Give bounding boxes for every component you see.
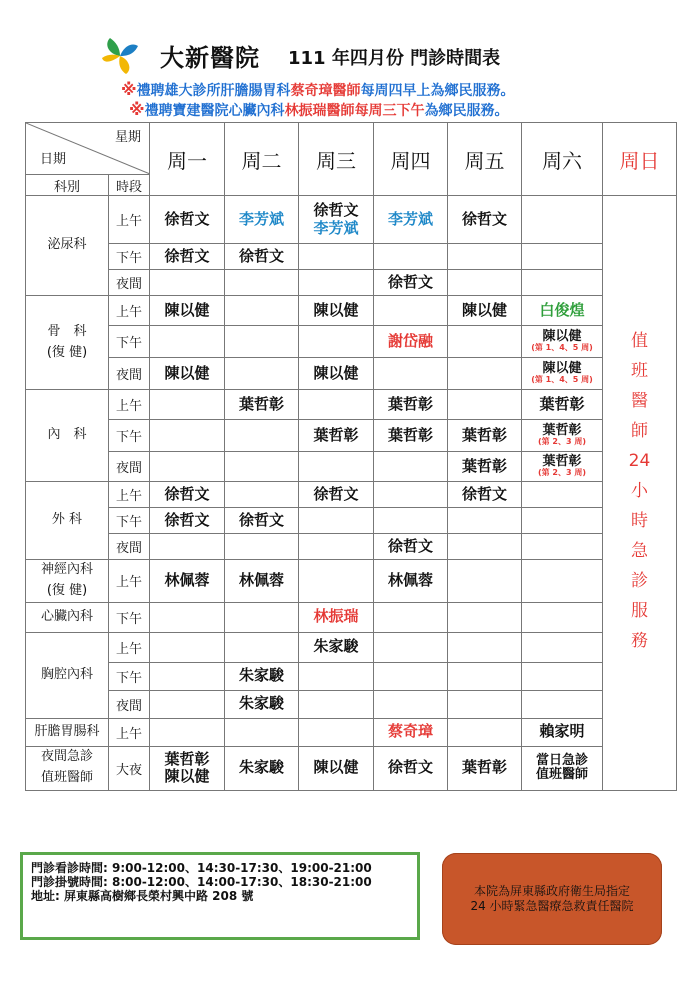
- notice-text: 為鄉民服務。: [424, 103, 509, 119]
- corner-cell: [26, 123, 150, 175]
- schedule-cell: [448, 534, 522, 560]
- doctor-name: 葉哲彰: [542, 453, 582, 469]
- schedule-cell: [299, 718, 374, 746]
- schedule-cell: [374, 662, 448, 690]
- department-cell: [26, 390, 109, 482]
- doctor-name: 蔡奇璋: [387, 722, 433, 741]
- schedule-cell: [225, 718, 299, 746]
- schedule-cell: [448, 690, 522, 718]
- doctor-name: 李芳斌: [313, 218, 359, 237]
- doctor-name: 葉哲彰: [461, 456, 507, 475]
- schedule-cell: [522, 420, 603, 452]
- day-header-sunday: 周日: [603, 123, 677, 196]
- schedule-row: [26, 508, 677, 534]
- time-slot: 下午: [109, 508, 150, 534]
- doctor-name: 葉哲彰: [238, 394, 284, 413]
- schedule-cell: [374, 270, 448, 296]
- schedule-cell: [522, 746, 603, 790]
- schedule-cell: [374, 602, 448, 632]
- schedule-cell: [150, 420, 225, 452]
- sunday-note-char: 值: [631, 331, 648, 351]
- schedule-row: [26, 534, 677, 560]
- doctor-name: 葉哲彰: [313, 425, 359, 444]
- time-slot: 下午: [109, 244, 150, 270]
- schedule-cell: [522, 326, 603, 358]
- time-slot: 夜間: [109, 534, 150, 560]
- schedule-row: [26, 452, 677, 482]
- schedule-row: [26, 632, 677, 662]
- schedule-cell: [448, 358, 522, 390]
- doctor-name: 陳以健: [542, 360, 582, 376]
- schedule-cell: [150, 326, 225, 358]
- schedule-cell: [299, 244, 374, 270]
- schedule-cell: [374, 452, 448, 482]
- sunday-note-char: 急: [631, 541, 648, 561]
- clinic-schedule-table: [25, 122, 677, 791]
- schedule-cell: [225, 746, 299, 790]
- schedule-cell: [448, 270, 522, 296]
- schedule-cell: [448, 602, 522, 632]
- schedule-cell: [299, 560, 374, 603]
- doctor-name: 陳以健: [164, 300, 210, 319]
- schedule-cell: [225, 662, 299, 690]
- schedule-cell: [299, 390, 374, 420]
- schedule-cell: [225, 296, 299, 326]
- schedule-cell: [150, 358, 225, 390]
- schedule-cell: [150, 390, 225, 420]
- emergency-responsibility-badge: [442, 853, 662, 945]
- doctor-name: 林佩蓉: [238, 571, 284, 590]
- schedule-cell: [522, 534, 603, 560]
- schedule-cell: [225, 358, 299, 390]
- schedule-cell: [448, 420, 522, 452]
- schedule-cell: [299, 690, 374, 718]
- schedule-cell: [374, 196, 448, 244]
- time-slot: 夜間: [109, 270, 150, 296]
- department-name: (復 健): [46, 582, 88, 598]
- doctor-name: 朱家駿: [238, 758, 284, 777]
- schedule-row: [26, 358, 677, 390]
- schedule-cell: [522, 508, 603, 534]
- schedule-cell: [299, 358, 374, 390]
- schedule-cell: [299, 452, 374, 482]
- sunday-duty-note: [603, 196, 677, 791]
- schedule-cell: [448, 296, 522, 326]
- schedule-cell: [448, 662, 522, 690]
- doctor-name: 朱家駿: [238, 666, 284, 685]
- schedule-row: [26, 746, 677, 790]
- day-header: 周六: [522, 123, 603, 196]
- doctor-name: 李芳斌: [238, 209, 284, 228]
- doctor-name: 白俊煌: [539, 300, 585, 319]
- schedule-cell: [150, 534, 225, 560]
- doctor-name: 葉哲彰: [461, 425, 507, 444]
- schedule-row: [26, 390, 677, 420]
- department-name: 神經內科: [40, 562, 93, 577]
- schedule-cell: [225, 602, 299, 632]
- schedule-cell: [150, 270, 225, 296]
- corner-weekday-label: 星期: [114, 130, 141, 145]
- department-cell: [26, 632, 109, 718]
- schedule-row: [26, 560, 677, 603]
- department-cell: [26, 482, 109, 560]
- schedule-row: [26, 482, 677, 508]
- schedule-cell: [374, 746, 448, 790]
- schedule-cell: [225, 632, 299, 662]
- doctor-name: 值班醫師: [535, 767, 588, 783]
- department-cell: [26, 746, 109, 790]
- schedule-cell: [225, 196, 299, 244]
- time-slot: 上午: [109, 560, 150, 603]
- registration-hours: 門診掛號時間: 8:00-12:00、14:00-17:30、18:30-21:00: [31, 875, 372, 889]
- schedule-cell: [522, 196, 603, 244]
- notice-1: [121, 80, 515, 100]
- time-slot: 上午: [109, 196, 150, 244]
- schedule-cell: [225, 270, 299, 296]
- schedule-cell: [522, 358, 603, 390]
- schedule-cell: [448, 452, 522, 482]
- hospital-logo-icon: [100, 36, 140, 76]
- schedule-cell: [150, 196, 225, 244]
- department-cell: [26, 296, 109, 390]
- department-name: 胸腔內科: [40, 666, 93, 682]
- doctor-name: 葉哲彰: [164, 749, 210, 768]
- doctor-name: 陳以健: [461, 300, 507, 319]
- notice-text: 每周三下午: [354, 103, 425, 119]
- schedule-cell: [225, 326, 299, 358]
- schedule-cell: [522, 482, 603, 508]
- schedule-cell: [150, 508, 225, 534]
- schedule-cell: [522, 452, 603, 482]
- schedule-cell: [374, 482, 448, 508]
- schedule-cell: [448, 560, 522, 603]
- schedule-cell: [225, 690, 299, 718]
- schedule-cell: [150, 602, 225, 632]
- schedule-cell: [299, 534, 374, 560]
- doctor-name: 徐哲文: [238, 510, 284, 529]
- schedule-cell: [374, 326, 448, 358]
- sunday-note-char: 診: [631, 571, 648, 591]
- sunday-note-char: 務: [631, 631, 648, 651]
- day-header: 周五: [448, 123, 522, 196]
- notice-text: 每周四早上為鄉民服務。: [360, 83, 515, 99]
- sunday-note-char: 師: [631, 421, 648, 441]
- doctor-name: 徐哲文: [461, 209, 507, 228]
- notice-text: 禮聘寶建醫院心臟內科: [144, 103, 285, 119]
- schedule-cell: [448, 390, 522, 420]
- schedule-cell: [374, 296, 448, 326]
- doctor-name: 徐哲文: [387, 272, 433, 291]
- department-cell: [26, 718, 109, 746]
- schedule-cell: [522, 690, 603, 718]
- schedule-row: [26, 662, 677, 690]
- schedule-row: [26, 718, 677, 746]
- schedule-cell: [374, 420, 448, 452]
- schedule-cell: [299, 196, 374, 244]
- day-header: 周一: [150, 123, 225, 196]
- doctor-name: 徐哲文: [164, 209, 210, 228]
- schedule-row: [26, 420, 677, 452]
- schedule-cell: [374, 390, 448, 420]
- doctor-name: 林佩蓉: [387, 571, 433, 590]
- week-note: (第 2、3 周): [537, 468, 586, 478]
- schedule-cell: [150, 244, 225, 270]
- schedule-row: [26, 326, 677, 358]
- doctor-name: 陳以健: [313, 363, 359, 382]
- time-slot: 下午: [109, 602, 150, 632]
- schedule-cell: [448, 718, 522, 746]
- doctor-name: 陳以健: [164, 363, 210, 382]
- department-cell: [26, 196, 109, 296]
- doctor-name: 朱家駿: [313, 637, 359, 656]
- doctor-name: 當日急診: [535, 752, 588, 768]
- time-slot: 大夜: [109, 746, 150, 790]
- schedule-row: [26, 690, 677, 718]
- sunday-note-char: 小: [631, 481, 648, 501]
- schedule-cell: [225, 508, 299, 534]
- schedule-cell: [374, 560, 448, 603]
- doctor-name: 葉哲彰: [542, 422, 582, 438]
- notice-2: [129, 100, 509, 120]
- schedule-cell: [448, 508, 522, 534]
- corner-date-label: 日期: [40, 152, 67, 167]
- schedule-cell: [225, 420, 299, 452]
- doctor-name: 葉哲彰: [387, 425, 433, 444]
- week-note: (第 2、3 周): [537, 437, 586, 447]
- schedule-cell: [374, 358, 448, 390]
- time-slot: 上午: [109, 296, 150, 326]
- doctor-name: 賴家明: [539, 722, 585, 741]
- schedule-cell: [150, 632, 225, 662]
- schedule-cell: [299, 296, 374, 326]
- week-note: (第 1、4、5 周): [531, 375, 593, 385]
- schedule-cell: [225, 560, 299, 603]
- hospital-name: 大新醫院: [160, 44, 260, 72]
- doctor-name: 徐哲文: [313, 484, 359, 503]
- schedule-cell: [150, 452, 225, 482]
- schedule-cell: [299, 482, 374, 508]
- schedule-cell: [150, 296, 225, 326]
- responsibility-line: 本院為屏東縣政府衛生局指定: [473, 884, 630, 898]
- doctor-name: 徐哲文: [164, 510, 210, 529]
- doctor-name: 徐哲文: [238, 246, 284, 265]
- sunday-note-char: 醫: [631, 391, 648, 411]
- doctor-name: 林振瑞: [313, 607, 359, 626]
- department-name: 夜間急診: [40, 749, 93, 765]
- schedule-row: [26, 244, 677, 270]
- schedule-cell: [225, 482, 299, 508]
- schedule-cell: [374, 508, 448, 534]
- schedule-cell: [522, 244, 603, 270]
- schedule-cell: [299, 746, 374, 790]
- time-slot: 上午: [109, 718, 150, 746]
- schedule-cell: [448, 482, 522, 508]
- schedule-cell: [522, 390, 603, 420]
- schedule-cell: [150, 482, 225, 508]
- doctor-name: 李芳斌: [387, 209, 433, 228]
- notice-text: 禮聘雄大診所肝膽腸胃科: [136, 83, 291, 99]
- schedule-cell: [374, 632, 448, 662]
- schedule-cell: [448, 326, 522, 358]
- schedule-cell: [522, 560, 603, 603]
- clinic-info-box: [20, 852, 420, 940]
- schedule-row: [26, 196, 677, 244]
- doctor-name: 葉哲彰: [539, 394, 585, 413]
- schedule-cell: [150, 718, 225, 746]
- department-name: 值班醫師: [40, 770, 93, 786]
- schedule-cell: [299, 662, 374, 690]
- department-name: 內 科: [47, 427, 87, 443]
- clinic-hours: 門診看診時間: 9:00-12:00、14:30-17:30、19:00-21:00: [31, 861, 372, 875]
- schedule-cell: [150, 690, 225, 718]
- schedule-cell: [522, 718, 603, 746]
- sunday-note-char: 班: [631, 361, 648, 381]
- schedule-cell: [522, 296, 603, 326]
- doctor-name: 陳以健: [313, 300, 359, 319]
- responsibility-line: 24 小時緊急醫療急救責任醫院: [470, 899, 634, 913]
- doctor-name: 陳以健: [542, 328, 582, 344]
- notice-mark: ※: [129, 100, 145, 119]
- doctor-name: 陳以健: [313, 758, 359, 777]
- schedule-cell: [150, 662, 225, 690]
- doctor-name: 徐哲文: [461, 484, 507, 503]
- schedule-cell: [150, 746, 225, 790]
- schedule-row: [26, 296, 677, 326]
- dept-header: 科別: [26, 175, 109, 196]
- schedule-cell: [150, 560, 225, 603]
- schedule-row: [26, 602, 677, 632]
- schedule-cell: [374, 690, 448, 718]
- department-name: 骨 科: [47, 323, 87, 339]
- notice-doctor: 蔡奇璋醫師: [290, 83, 361, 99]
- schedule-cell: [522, 662, 603, 690]
- schedule-cell: [522, 602, 603, 632]
- doctor-name: 葉哲彰: [387, 394, 433, 413]
- schedule-cell: [225, 534, 299, 560]
- sunday-note-char: 24: [628, 451, 651, 471]
- header-row: [26, 123, 677, 175]
- address: 地址: 屏東縣高樹鄉長榮村興中路 208 號: [31, 889, 254, 903]
- schedule-cell: [225, 244, 299, 270]
- doctor-name: 謝岱融: [387, 331, 433, 350]
- time-slot: 上午: [109, 632, 150, 662]
- time-slot: 下午: [109, 420, 150, 452]
- schedule-cell: [299, 326, 374, 358]
- department-name: 外 科: [51, 512, 83, 528]
- department-name: 肝膽胃腸科: [34, 723, 100, 739]
- time-slot: 夜間: [109, 690, 150, 718]
- doctor-name: 徐哲文: [387, 758, 433, 777]
- doctor-name: 林佩蓉: [164, 571, 210, 590]
- time-slot: 夜間: [109, 452, 150, 482]
- day-header: 周三: [299, 123, 374, 196]
- doctor-name: 徐哲文: [164, 246, 210, 265]
- department-name: 心臟內科: [40, 608, 93, 624]
- notice-mark: ※: [121, 80, 137, 99]
- schedule-row: [26, 270, 677, 296]
- doctor-name: 葉哲彰: [461, 758, 507, 777]
- doctor-name: 朱家駿: [238, 694, 284, 713]
- doctor-name: 徐哲文: [164, 484, 210, 503]
- sunday-note-char: 服: [631, 601, 648, 621]
- schedule-cell: [522, 270, 603, 296]
- notice-doctor: 林振瑞醫師: [284, 103, 355, 119]
- schedule-cell: [374, 534, 448, 560]
- doctor-name: 徐哲文: [387, 536, 433, 555]
- schedule-cell: [374, 718, 448, 746]
- schedule-cell: [299, 508, 374, 534]
- schedule-cell: [299, 632, 374, 662]
- sunday-note-char: 時: [631, 511, 648, 531]
- week-note: (第 1、4、5 周): [531, 343, 593, 353]
- schedule-title: 111 年四月份 門診時間表: [288, 48, 501, 69]
- schedule-cell: [448, 196, 522, 244]
- doctor-name: 徐哲文: [313, 201, 359, 220]
- schedule-cell: [448, 746, 522, 790]
- department-name: (復 健): [46, 344, 88, 360]
- schedule-cell: [299, 602, 374, 632]
- schedule-cell: [299, 420, 374, 452]
- schedule-cell: [225, 452, 299, 482]
- department-cell: [26, 560, 109, 603]
- time-slot: 下午: [109, 326, 150, 358]
- schedule-cell: [522, 632, 603, 662]
- schedule-cell: [448, 632, 522, 662]
- time-slot: 上午: [109, 390, 150, 420]
- slot-header: 時段: [109, 175, 150, 196]
- time-slot: 夜間: [109, 358, 150, 390]
- schedule-cell: [374, 244, 448, 270]
- time-slot: 下午: [109, 662, 150, 690]
- doctor-name: 陳以健: [164, 767, 210, 786]
- day-header: 周四: [374, 123, 448, 196]
- day-header: 周二: [225, 123, 299, 196]
- schedule-cell: [299, 270, 374, 296]
- department-cell: [26, 602, 109, 632]
- department-name: 泌尿科: [47, 237, 87, 253]
- schedule-cell: [225, 390, 299, 420]
- schedule-cell: [448, 244, 522, 270]
- time-slot: 上午: [109, 482, 150, 508]
